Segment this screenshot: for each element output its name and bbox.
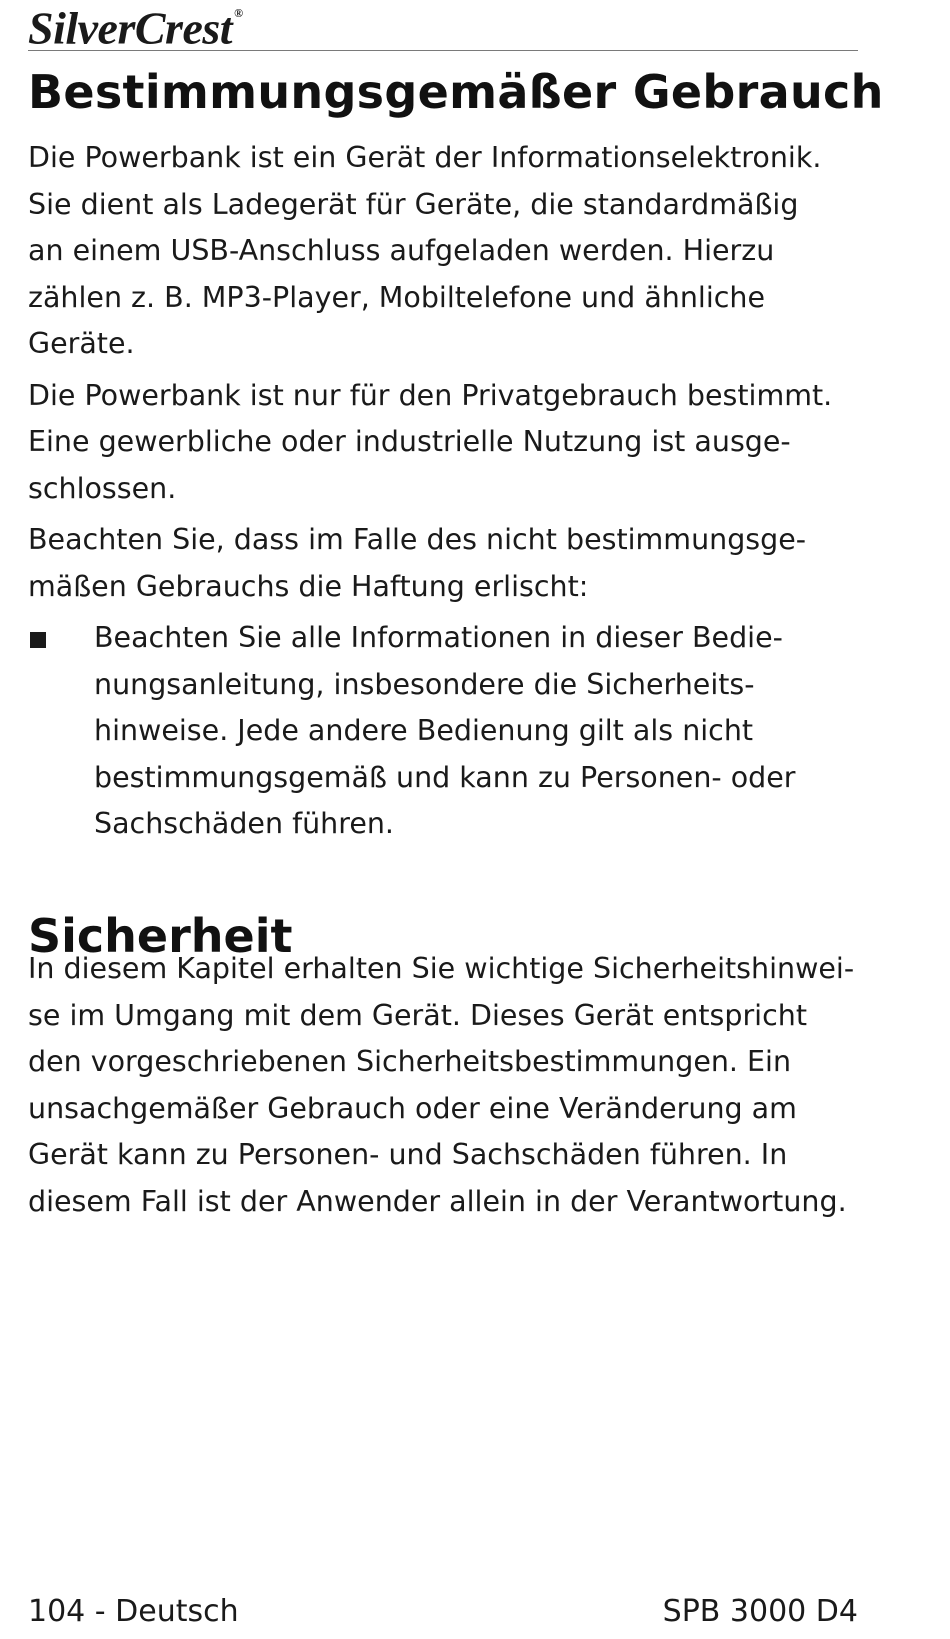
safety-body: [28, 946, 888, 1230]
text-line: mäßen Gebrauchs die Haftung erlischt:: [28, 569, 589, 603]
text-line: Beachten Sie alle Informationen in dieser Bedie-: [94, 621, 783, 654]
text-line: den vorgeschriebenen Sicherheitsbestimmungen. Ein: [28, 1045, 792, 1078]
text-line: Beachten Sie, dass im Falle des nicht bestimmungsge-: [28, 523, 807, 556]
header-rule: [28, 50, 858, 51]
text-line: hinweise. Jede andere Bedienung gilt als nicht: [94, 714, 754, 747]
logo-text: SilverCrest: [28, 2, 233, 54]
intended-use-paragraph-3: [28, 517, 888, 610]
text-line: Die Powerbank ist nur für den Privatgebrauch bestimmt.: [28, 378, 833, 412]
text-line: nungsanleitung, insbesondere die Sicherheits-: [94, 667, 755, 701]
text-line: In diesem Kapitel erhalten Sie wichtige Sicherheitshinwei-: [28, 952, 855, 985]
intended-use-paragraph-1: [28, 135, 888, 368]
intended-use-body: [28, 135, 888, 848]
text-line: diesem Fall ist der Anwender allein in der Verantwortung.: [28, 1184, 847, 1218]
text-line: unsachgemäßer Gebrauch oder eine Veränderung am: [28, 1091, 797, 1125]
safety-paragraph: [28, 946, 888, 1225]
text-line: Sachschäden führen.: [94, 807, 394, 840]
registered-mark: ®: [234, 6, 243, 20]
section-title-intended-use: Bestimmungsgemäßer Gebrauch: [28, 65, 884, 119]
intended-use-paragraph-2: [28, 373, 888, 513]
text-line: Gerät kann zu Personen- und Sachschäden führen. In: [28, 1138, 788, 1171]
text-line: Die Powerbank ist ein Gerät der Informationselektronik.: [28, 141, 822, 174]
text-line: Geräte.: [28, 327, 135, 360]
text-line: schlossen.: [28, 471, 177, 505]
square-bullet-icon: [30, 632, 46, 648]
section-title-safety: Sicherheit: [28, 909, 293, 963]
model-number: SPB 3000 D4: [662, 1594, 858, 1629]
bullet-list-item: [28, 615, 888, 848]
text-line: zählen z. B. MP3-Player, Mobiltelefone und ähnliche: [28, 280, 766, 314]
text-line: Sie dient als Ladegerät für Geräte, die standardmäßig: [28, 187, 799, 221]
silvercrest-logo: [28, 0, 243, 54]
text-line: Eine gewerbliche oder industrielle Nutzung ist ausge-: [28, 425, 791, 458]
text-line: an einem USB-Anschluss aufgeladen werden. Hierzu: [28, 234, 775, 267]
text-line: bestimmungsgemäß und kann zu Personen- oder: [94, 760, 796, 794]
text-line: se im Umgang mit dem Gerät. Dieses Gerät entspricht: [28, 998, 808, 1032]
page-number-language: 104 - Deutsch: [28, 1594, 239, 1629]
